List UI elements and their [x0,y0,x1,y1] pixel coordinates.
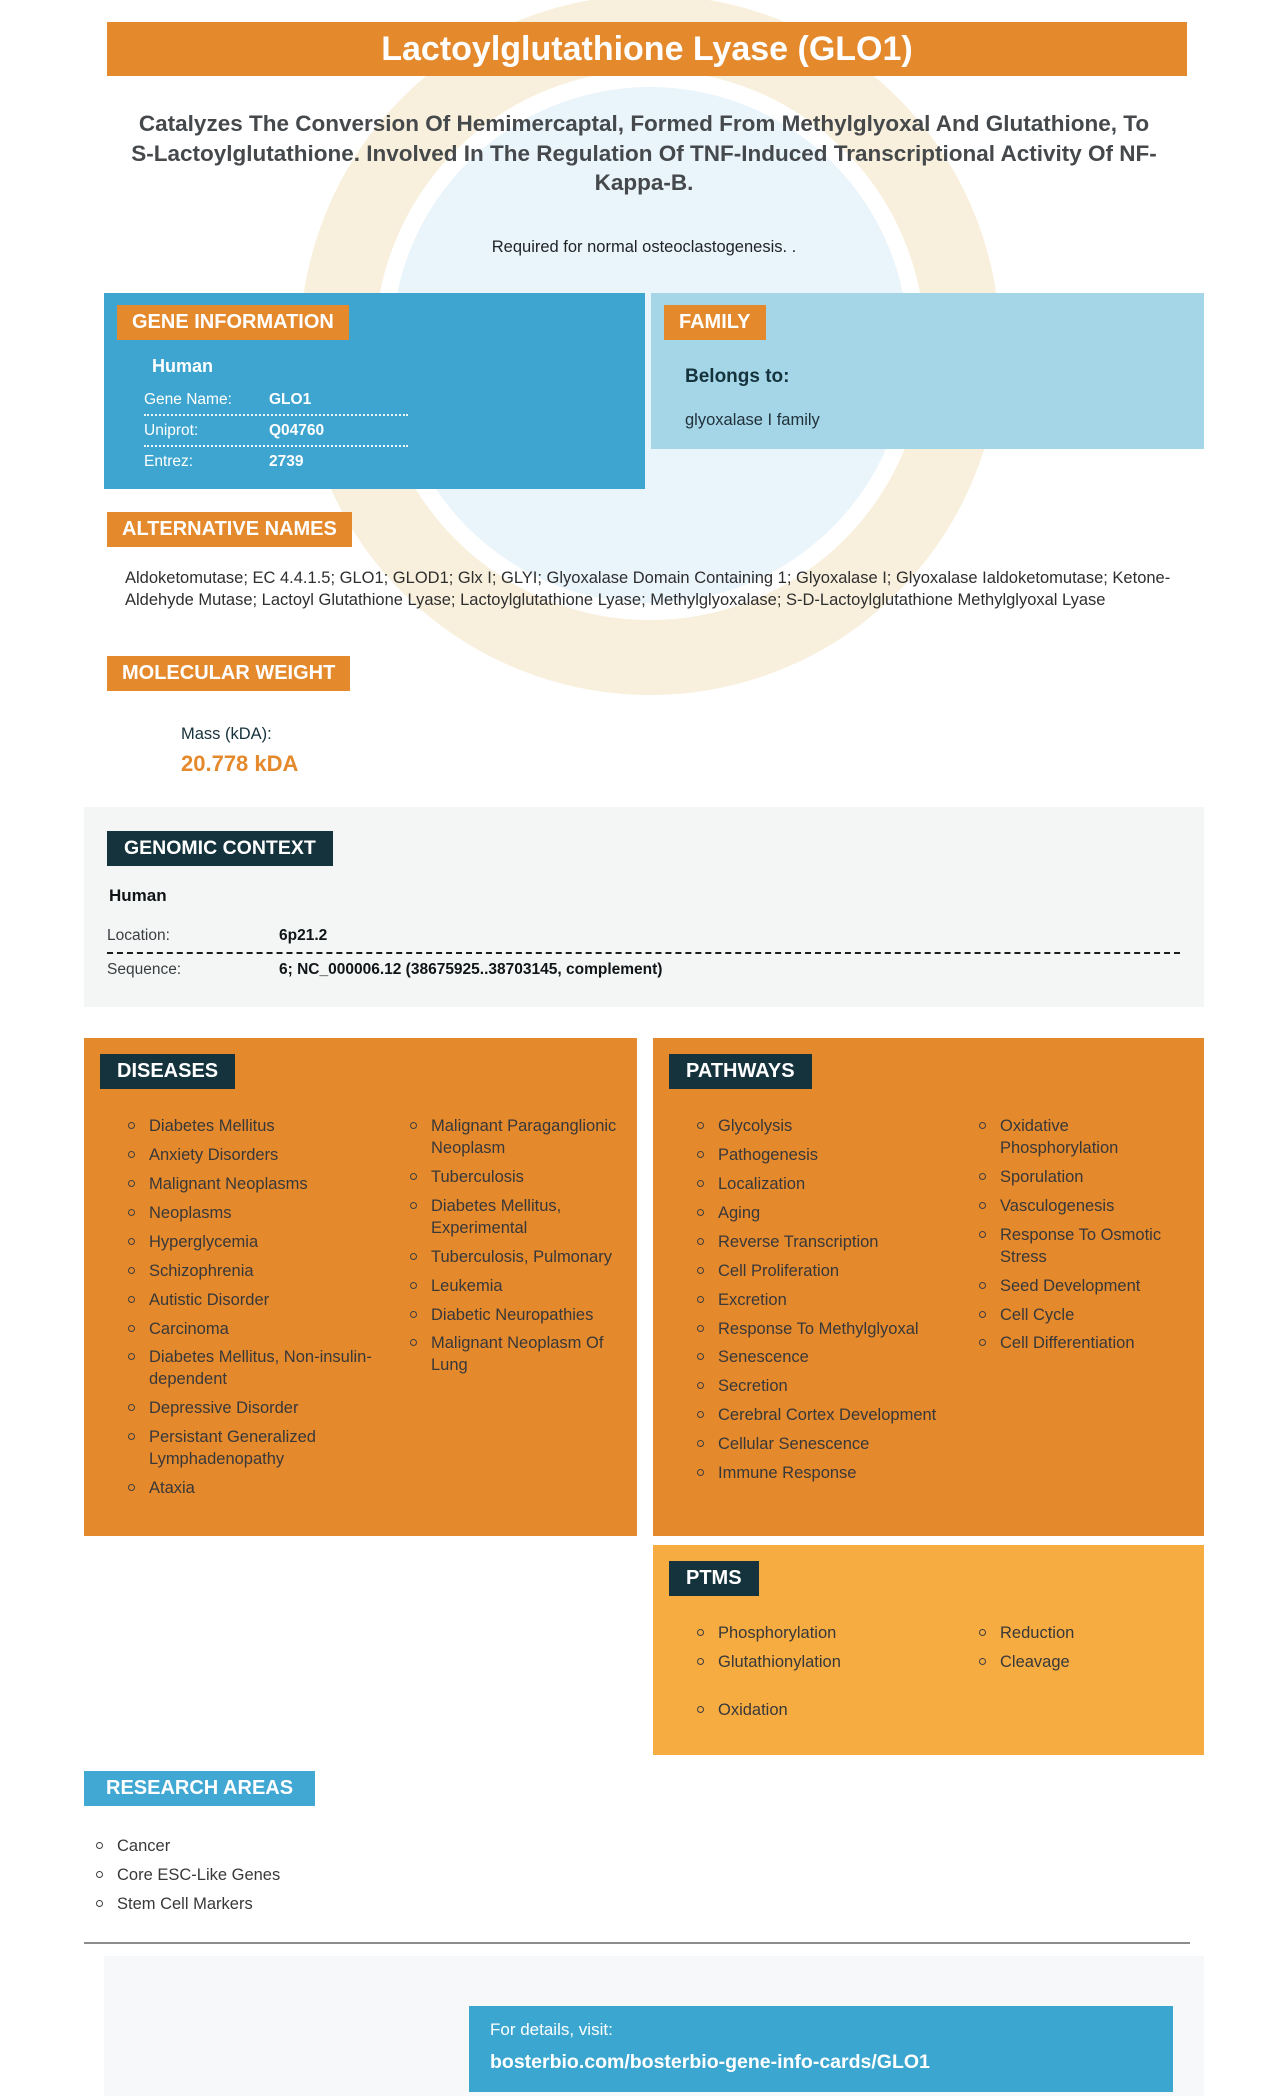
footer-link-box [469,2006,1173,2092]
ptms-panel [653,1545,1204,1755]
list-item-label: Diabetes Mellitus [149,1116,275,1135]
table-row [144,385,408,414]
list-item [697,1319,979,1341]
list-item [697,1116,979,1138]
bullet-icon [697,1151,704,1158]
bullet-icon [128,1238,135,1245]
bullet-icon [697,1122,704,1129]
list-item-label: Cancer [117,1836,171,1855]
list-item [96,1836,1288,1858]
mass-value: 20.778 kDA [181,750,299,776]
list-item-label: Cell Differentiation [1000,1334,1135,1353]
bullet-icon [979,1658,986,1665]
research-areas-heading: RESEARCH AREAS [84,1771,315,1806]
bullet-icon [979,1231,986,1238]
bullet-icon [128,1433,135,1440]
bullet-icon [979,1122,986,1129]
list-item [979,1116,1190,1160]
pathways-list-col2 [979,1116,1190,1492]
list-item-label: Malignant Neoplasm Of Lung [431,1334,604,1375]
field-value: GLO1 [269,391,312,409]
list-item-label: Localization [718,1174,806,1193]
bullet-icon [697,1180,704,1187]
bullet-icon [410,1173,417,1180]
list-item-label: Senescence [718,1348,809,1367]
field-value: Q04760 [269,422,325,440]
list-item [697,1261,979,1283]
list-item [979,1276,1190,1298]
list-item [979,1196,1190,1218]
list-item [697,1145,979,1167]
bullet-icon [128,1404,135,1411]
list-item-label: Vasculogenesis [1000,1196,1115,1215]
list-item [697,1232,979,1254]
list-item-label: Tuberculosis [431,1167,524,1186]
field-label: Sequence: [107,960,182,978]
bullet-icon [410,1311,417,1318]
list-item [128,1261,410,1283]
list-item-label: Reverse Transcription [718,1232,879,1251]
genomic-context-heading: GENOMIC CONTEXT [107,831,333,866]
bullet-icon [410,1253,417,1260]
list-item-label: Cell Cycle [1000,1305,1075,1324]
bullet-icon [697,1325,704,1332]
list-item-label: Seed Development [1000,1276,1141,1295]
list-item-label: Diabetes Mellitus, Experimental [431,1196,562,1237]
list-item [697,1463,979,1485]
field-label: Uniprot: [144,422,199,440]
list-item-label: Carcinoma [149,1319,229,1338]
diseases-heading: DISEASES [100,1054,235,1089]
diseases-panel [84,1038,637,1536]
list-item [128,1319,410,1341]
list-item-label: Response To Methylglyoxal [718,1319,919,1338]
ptms-list-col1 [697,1623,979,1729]
list-item [128,1174,410,1196]
pathways-columns [653,1089,1204,1512]
list-item-label: Cell Proliferation [718,1261,840,1280]
field-value: 2739 [269,453,304,471]
field-value: 6p21.2 [279,926,328,944]
list-item [979,1652,1190,1674]
list-item-label: Cerebral Cortex Development [718,1406,937,1425]
list-item [410,1276,623,1298]
gene-information-panel [104,293,645,489]
ptms-list-col2 [979,1623,1190,1729]
list-item-label: Diabetes Mellitus, Non-insulin-dependent [149,1348,372,1389]
bullet-icon [697,1658,704,1665]
list-item [697,1652,979,1674]
bullet-icon [697,1296,704,1303]
list-item [697,1434,979,1456]
list-item [979,1305,1190,1327]
diseases-list-col1 [128,1116,410,1507]
bullet-icon [128,1296,135,1303]
bullet-icon [697,1629,704,1636]
gene-description: Catalyzes The Conversion Of Hemimercaptal, Formed From Methylglyoxal And Glutathione, To S-Lactoylglutathione. Involved In The Regulation Of TNF-Induced Transcriptional Activity Of NF- Kappa-B. [131,111,1157,196]
list-item [979,1167,1190,1189]
field-label: Location: [107,926,170,944]
alternative-names-heading: ALTERNATIVE NAMES [107,512,352,547]
list-item [410,1196,623,1240]
list-item-label: Glutathionylation [718,1652,841,1671]
bullet-icon [410,1122,417,1129]
list-item-label: Malignant Neoplasms [149,1174,308,1193]
table-row [144,445,408,476]
list-item-label: Anxiety Disorders [149,1145,279,1164]
list-item [697,1623,979,1645]
field-label: Gene Name: [144,391,232,409]
list-item-label: Aging [718,1203,761,1222]
bullet-icon [410,1339,417,1346]
list-item-label: Ataxia [149,1479,195,1498]
ptms-columns [653,1596,1204,1755]
diseases-pathways-row [84,1038,1204,1536]
field-label: Entrez: [144,453,194,471]
list-item-label: Cellular Senescence [718,1435,870,1454]
list-item [96,1894,1288,1916]
bullet-icon [979,1282,986,1289]
bullet-icon [697,1209,704,1216]
top-boxes-row [104,293,1204,489]
bullet-icon [128,1180,135,1187]
bullet-icon [410,1282,417,1289]
list-item-label: Hyperglycemia [149,1232,259,1251]
list-item-label: Excretion [718,1290,787,1309]
research-areas-list [96,1836,1288,1916]
gene-information-heading: GENE INFORMATION [117,305,349,340]
list-item-label: Schizophrenia [149,1261,254,1280]
diseases-columns [84,1089,637,1527]
list-item-label: Reduction [1000,1623,1075,1642]
list-item [410,1116,623,1160]
bullet-icon [128,1151,135,1158]
list-item [410,1247,623,1269]
list-item [410,1305,623,1327]
family-heading: FAMILY [664,305,766,340]
list-item [128,1232,410,1254]
bullet-icon [697,1238,704,1245]
genomic-context-panel [84,807,1204,1007]
list-item-label: Cleavage [1000,1652,1070,1671]
list-item-label: Response To Osmotic Stress [1000,1225,1162,1266]
list-item-label: Malignant Paraganglionic Neoplasm [431,1116,617,1157]
species-label: Human [152,356,214,377]
list-item-label: Secretion [718,1377,788,1396]
family-panel [651,293,1204,449]
list-item [410,1167,623,1189]
bullet-icon [697,1267,704,1274]
page-title: Lactoylglutathione Lyase (GLO1) [107,22,1187,76]
field-value: 6; NC_000006.12 (38675925..38703145, complement) [279,960,663,978]
bullet-icon [128,1325,135,1332]
list-item [697,1174,979,1196]
bullet-icon [697,1440,704,1447]
bullet-icon [410,1202,417,1209]
table-row [144,414,408,445]
list-item-label: Depressive Disorder [149,1399,299,1418]
bullet-icon [979,1173,986,1180]
bullet-icon [979,1311,986,1318]
list-item [697,1405,979,1427]
list-item [96,1865,1288,1887]
bullet-icon [697,1382,704,1389]
bullet-icon [979,1629,986,1636]
footer-panel [104,1956,1204,2096]
list-item [979,1333,1190,1355]
footer-visit-label: For details, visit: [490,2019,613,2039]
molecular-weight-heading: MOLECULAR WEIGHT [107,656,350,691]
list-item-label: Stem Cell Markers [117,1894,253,1913]
genomic-context-table [107,920,1180,986]
list-item-label: Oxidative Phosphorylation [1000,1116,1119,1157]
bullet-icon [128,1484,135,1491]
list-item-label: Oxidation [718,1700,788,1719]
list-item [979,1623,1190,1645]
mass-label: Mass (kDA): [181,724,272,743]
gene-info-table [144,385,408,476]
list-item-label: Core ESC-Like Genes [117,1865,281,1884]
table-row [107,920,1180,952]
ptms-heading: PTMS [669,1561,759,1596]
list-item [410,1333,623,1377]
list-item-label: Autistic Disorder [149,1290,270,1309]
bullet-icon [96,1842,103,1849]
gene-note: Required for normal osteoclastogenesis. . [491,238,797,257]
bullet-icon [96,1871,103,1878]
pathways-panel [653,1038,1204,1536]
pathways-list-col1 [697,1116,979,1492]
list-item [128,1290,410,1312]
bullet-icon [697,1411,704,1418]
list-item-label: Tuberculosis, Pulmonary [431,1247,612,1266]
list-item-label: Persistant Generalized Lymphadenopathy [149,1428,316,1469]
bullet-icon [128,1209,135,1216]
family-value: glyoxalase I family [685,411,820,430]
bullet-icon [697,1706,704,1713]
bullet-icon [697,1353,704,1360]
bullet-icon [697,1469,704,1476]
list-item [128,1203,410,1225]
list-item [128,1116,410,1138]
species-label: Human [109,885,167,905]
list-item [979,1225,1190,1269]
list-item [128,1347,410,1391]
list-item-label: Leukemia [431,1276,503,1295]
list-item-label: Diabetic Neuropathies [431,1305,594,1324]
bullet-icon [128,1267,135,1274]
list-item [128,1145,410,1167]
list-item-label: Immune Response [718,1464,857,1483]
footer-url-link[interactable]: bosterbio.com/bosterbio-gene-info-cards/GLO1 [490,2050,930,2073]
bullet-icon [128,1122,135,1129]
list-item [697,1700,979,1722]
list-item-label: Glycolysis [718,1116,793,1135]
list-item [697,1203,979,1225]
list-item [697,1347,979,1369]
alternative-names-text: Aldoketomutase; EC 4.4.1.5; GLO1; GLOD1; Glx I; GLYI; Glyoxalase Domain Containing 1; Glyoxalase I; Glyoxalase Ialdoketomutase; Ketone-Aldehyde Mutase; Lactoyl Glutathione Lyase; Lactoylglutathione Lyase; Methylglyoxalase; S-D-Lactoylglutathione Methylglyoxal Lyase [125,569,1171,609]
list-item-label: Sporulation [1000,1167,1084,1186]
table-row [107,954,1180,986]
list-item [697,1376,979,1398]
list-item-label: Neoplasms [149,1203,232,1222]
bullet-icon [128,1353,135,1360]
list-item-label: Pathogenesis [718,1145,818,1164]
list-item [697,1290,979,1312]
bullet-icon [979,1202,986,1209]
bullet-icon [979,1339,986,1346]
pathways-heading: PATHWAYS [669,1054,812,1089]
bullet-icon [96,1900,103,1907]
list-item [128,1398,410,1420]
list-item [128,1478,410,1500]
list-item [128,1427,410,1471]
belongs-to-label: Belongs to: [685,366,790,388]
list-item-label: Phosphorylation [718,1623,837,1642]
diseases-list-col2 [410,1116,623,1507]
footer-divider [84,1942,1190,1944]
